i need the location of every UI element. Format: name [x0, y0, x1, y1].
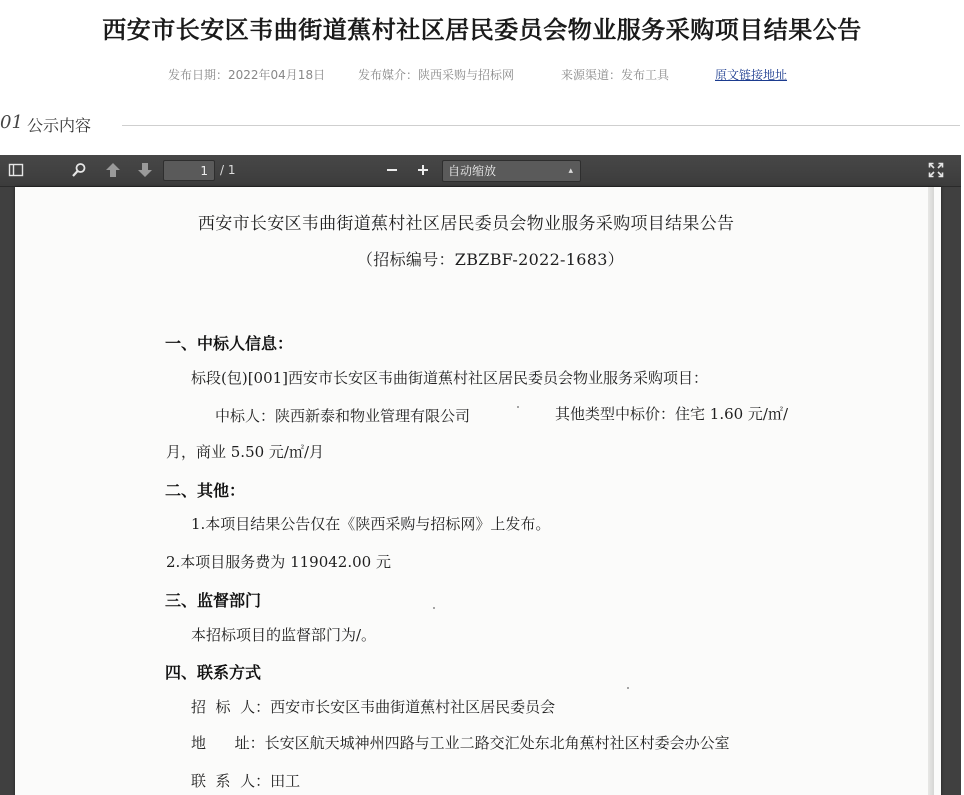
- document-title: 西安市长安区韦曲街道蕉村社区居民委员会物业服务采购项目结果公告: [198, 214, 735, 234]
- section-1-lot: 标段(包)[001]西安市长安区韦曲街道蕉村社区居民委员会物业服务采购项目：: [191, 369, 709, 387]
- chevron-updown-icon: ▴: [568, 166, 573, 176]
- sidebar-toggle-icon[interactable]: [4, 160, 28, 182]
- publish-media: 发布媒介：陕西采购与招标网: [358, 68, 515, 82]
- section-2-item-2: 2.本项目服务费为 119042.00 元: [166, 553, 391, 571]
- section-1-winner: 中标人：陕西新泰和物业管理有限公司: [215, 407, 471, 425]
- previous-page-icon[interactable]: [101, 160, 125, 182]
- meta-row: [0, 66, 964, 84]
- pdf-page-edge: [928, 187, 934, 795]
- section-1-price: 其他类型中标价：住宅 1.60 元/㎡/: [555, 405, 789, 423]
- scan-speck: [627, 687, 629, 689]
- section-2-heading: 二、其他：: [165, 481, 246, 500]
- pdf-page: [15, 187, 941, 795]
- page-number-input[interactable]: [163, 160, 215, 181]
- page-count: / 1: [220, 163, 236, 177]
- section-3-text: 本招标项目的监督部门为/。: [191, 626, 377, 644]
- section-4-tenderer: 招 标 人：西安市长安区韦曲街道蕉村社区居民委员会: [191, 698, 556, 716]
- search-icon[interactable]: [67, 160, 91, 182]
- source-channel: 来源渠道：发布工具: [561, 68, 670, 82]
- section-1-heading: 一、中标人信息：: [165, 334, 294, 353]
- zoom-in-icon[interactable]: [411, 160, 435, 182]
- document-code: （招标编号：ZBZBF-2022-1683）: [357, 250, 624, 269]
- pdf-viewer: [0, 155, 961, 795]
- fullscreen-icon[interactable]: [924, 160, 948, 182]
- zoom-value: 自动缩放: [448, 164, 497, 178]
- section-4-address: 地 址：长安区航天城神州四路与工业二路交汇处东北角蕉村社区村委会办公室: [191, 734, 730, 752]
- publish-date: 发布日期：2022年04月18日: [168, 68, 326, 82]
- section-4-contact: 联 系 人：田工: [191, 772, 301, 790]
- pdf-toolbar: [0, 155, 961, 187]
- section-4-heading: 四、联系方式: [165, 663, 262, 682]
- source-link[interactable]: 原文链接地址: [715, 68, 788, 82]
- zoom-select[interactable]: [442, 160, 581, 182]
- scan-speck: [517, 406, 519, 408]
- section-label: 公示内容: [27, 116, 92, 135]
- section-3-heading: 三、监督部门: [165, 591, 262, 610]
- section-number: 01: [0, 112, 23, 133]
- section-2-item-1: 1.本项目结果公告仅在《陕西采购与招标网》上发布。: [191, 515, 551, 533]
- zoom-out-icon[interactable]: [380, 160, 404, 182]
- page-title: 西安市长安区韦曲街道蕉村社区居民委员会物业服务采购项目结果公告: [102, 16, 862, 44]
- section-header: [0, 112, 964, 138]
- scan-speck: [433, 607, 435, 609]
- section-1-price-cont: 月，商业 5.50 元/㎡/月: [166, 443, 325, 461]
- section-divider: [122, 125, 960, 126]
- next-page-icon[interactable]: [133, 160, 157, 182]
